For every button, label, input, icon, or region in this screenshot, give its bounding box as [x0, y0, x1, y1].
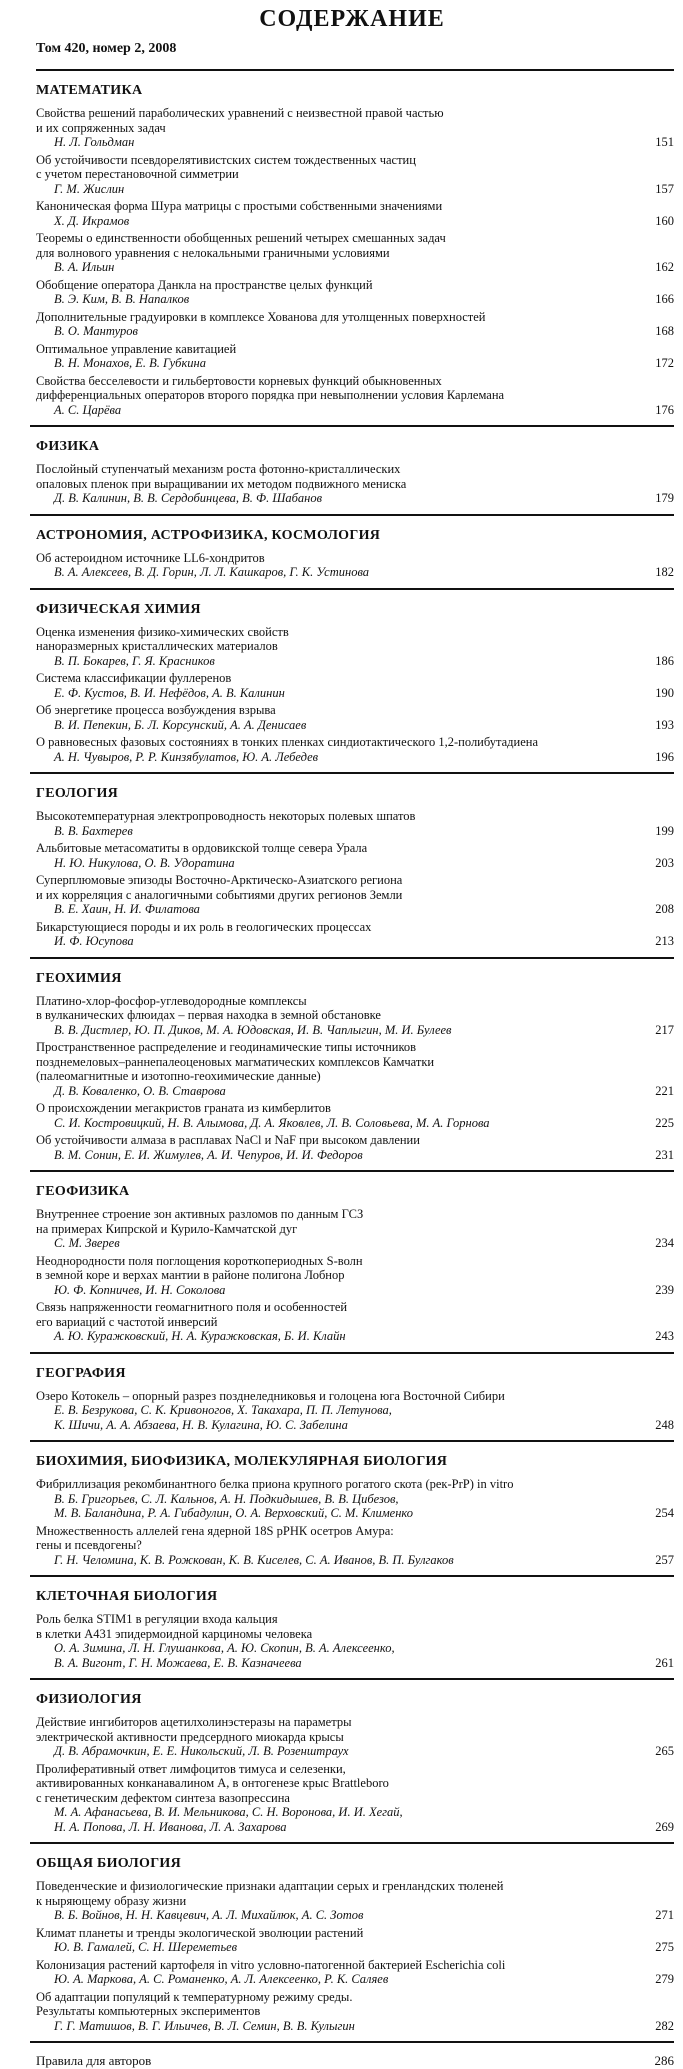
article-authors: Ю. А. Маркова, А. С. Романенко, А. Л. Алексеенко, Р. К. Саляев	[54, 1972, 389, 1986]
article-authors: В. М. Сонин, Е. И. Жимулев, А. И. Чепуров, И. И. Федоров	[54, 1147, 363, 1162]
article-authors: В. О. Мантуров	[54, 324, 138, 338]
article-title: Альбитовые метасоматиты в ордовикской толще севера Урала	[36, 841, 368, 855]
article-title: Суперплюмовые эпизоды Восточно-Арктическо-Азиатского региона и их корреляция с аналогичными событиями других регионов Земли	[36, 873, 403, 902]
article-title: Об устойчивости псевдорелятивистских систем тождественных частиц с учетом перестановочной симметрии	[36, 152, 416, 181]
page-number: 186	[655, 653, 674, 668]
article-authors: Г. Н. Челомина, К. В. Рожкован, К. В. Киселев, С. А. Иванов, В. П. Булгаков	[54, 1552, 454, 1567]
toc-entry[interactable]	[36, 106, 674, 150]
section-title: ГЕОГРАФИЯ	[36, 1365, 126, 1381]
section-title: ГЕОЛОГИЯ	[36, 786, 119, 801]
page-number: 172	[655, 356, 674, 370]
toc-entry[interactable]	[36, 1524, 674, 1568]
article-title: Свойства бесселевости и гильбертовости корневых функций обыкновенных дифференциальных операторов второго порядка при невыполнении условия Карлемана	[36, 373, 505, 402]
section-title: БИОХИМИЯ, БИОФИЗИКА, МОЛЕКУЛЯРНАЯ БИОЛОГИЯ	[36, 1454, 448, 1469]
article-authors: В. А. Ильин	[54, 260, 115, 274]
article-title: Платино-хлор-фосфор-углеводородные комплексы в вулканических флюидах – первая находка в земной обстановке	[36, 993, 381, 1022]
article-authors: Е. В. Безрукова, С. К. Кривоногов, Х. Такахара, П. П. Летунова, К. Шичи, А. А. Абзаева, Н. В. Кулагина, Ю. С. Забелина	[54, 1403, 392, 1432]
toc-entry[interactable]	[36, 1040, 674, 1098]
article-title: Климат планеты и тренды экологической эволюции растений	[36, 1925, 364, 1940]
article-authors: В. Б. Войнов, Н. Н. Кавцевич, А. Л. Михайлюк, А. С. Зотов	[54, 1908, 364, 1922]
toc-section	[30, 427, 674, 516]
toc-entry[interactable]	[36, 873, 674, 917]
page-number: 182	[655, 565, 674, 579]
article-authors: О. А. Зимина, Л. Н. Глушанкова, А. Ю. Скопин, В. А. Алексеенко, В. А. Вигонт, Г. Н. Можаева, Е. В. Казначеева	[54, 1641, 395, 1670]
article-authors: Д. В. Коваленко, О. В. Ставрова	[54, 1083, 226, 1098]
page-number: 239	[655, 1282, 674, 1297]
toc-section	[30, 774, 674, 959]
article-title: Пролиферативный ответ лимфоцитов тимуса и селезенки, активированных конканавалином А, в онтогенезе крыс Brattleboro с генетическим дефектом синтеза вазопрессина	[36, 1761, 389, 1805]
page-number: 275	[655, 1940, 674, 1954]
section-title: ГЕОФИЗИКА	[36, 1184, 130, 1199]
section-title: МАТЕМАТИКА	[36, 83, 143, 98]
page-number: 199	[655, 823, 674, 838]
article-title: Оценка изменения физико-химических свойств наноразмерных кристаллических материалов	[36, 624, 289, 653]
article-title: Высокотемпературная электропроводность некоторых полевых шпатов	[36, 809, 416, 823]
article-title: Действие ингибиторов ацетилхолинэстеразы на параметры электрической активности предсердного миокарда крысы	[36, 1715, 352, 1744]
article-authors: С. И. Костровицкий, Н. В. Алымова, Д. А. Яковлев, Л. В. Соловьева, М. А. Горнова	[54, 1115, 490, 1130]
toc-entry[interactable]	[36, 374, 674, 418]
toc-entry[interactable]	[36, 310, 674, 339]
article-title: Колонизация растений картофеля in vitro условно-патогенной бактерией Escherichia coli	[36, 1957, 506, 1972]
article-authors: М. А. Афанасьева, В. И. Мельникова, С. Н. Воронова, И. И. Хегай, Н. А. Попова, Л. Н. Иванова, Л. А. Захарова	[54, 1805, 403, 1834]
article-title: Множественность аллелей гена ядерной 18S рРНК осетров Амура: гены и псевдогены?	[36, 1523, 394, 1552]
toc-entry[interactable]	[36, 1300, 674, 1344]
toc-entry[interactable]	[36, 1762, 674, 1835]
page-number: 208	[655, 902, 674, 916]
footer-label: Правила для авторов	[36, 2053, 152, 2068]
article-title: Об энергетике процесса возбуждения взрыва	[36, 703, 276, 717]
toc-entry[interactable]	[36, 1101, 674, 1130]
article-authors: С. М. Зверев	[54, 1236, 120, 1250]
toc-section	[30, 1442, 674, 1577]
page-number: 162	[655, 260, 674, 274]
article-title: Система классификации фуллеренов	[36, 671, 232, 685]
article-authors: В. А. Алексеев, В. Д. Горин, Л. Л. Кашкаров, Г. К. Устинова	[54, 565, 370, 579]
article-title: Бикарстующиеся породы и их роль в геологических процессах	[36, 919, 372, 934]
footer-page-number: 286	[654, 2053, 674, 2068]
page-number: 168	[655, 324, 674, 338]
toc-section	[30, 959, 674, 1173]
section-title: КЛЕТОЧНАЯ БИОЛОГИЯ	[36, 1589, 218, 1604]
article-title: Обобщение оператора Данкла на пространстве целых функций	[36, 277, 373, 292]
article-authors: А. С. Царёва	[54, 402, 122, 417]
toc-section	[30, 590, 674, 775]
footer-entry[interactable]	[30, 2043, 674, 2069]
toc-entry[interactable]	[36, 841, 674, 870]
page-number: 225	[655, 1115, 674, 1130]
article-authors: В. П. Бокарев, Г. Я. Красников	[54, 653, 215, 668]
article-title: О равновесных фазовых состояниях в тонких пленках синдиотактического 1,2-полибутадиена	[36, 735, 539, 749]
toc-entry[interactable]	[36, 1926, 674, 1955]
article-authors: А. Н. Чувыров, Р. Р. Кинзябулатов, Ю. А. Лебедев	[54, 749, 319, 764]
page-number: 190	[655, 685, 674, 700]
section-title: ФИЗИКА	[36, 439, 100, 454]
page-number: 176	[655, 402, 674, 417]
page-number: 257	[655, 1552, 674, 1567]
toc-entry[interactable]	[36, 1958, 674, 1987]
toc-entry[interactable]	[36, 342, 674, 371]
article-title: Оптимальное управление кавитацией	[36, 341, 237, 356]
article-title: Поведенческие и физиологические признаки адаптации серых и гренландских тюленей к ныряющему образу жизни	[36, 1879, 504, 1908]
article-authors: В. В. Дистлер, Ю. П. Диков, М. А. Юдовская, И. В. Чаплыгин, М. И. Булеев	[54, 1022, 452, 1037]
article-authors: В. И. Пепекин, Б. Л. Корсунский, А. А. Денисаев	[54, 717, 307, 732]
page-number: 203	[655, 855, 674, 870]
page-number: 254	[655, 1506, 674, 1520]
page-number: 243	[655, 1329, 674, 1343]
toc-entry[interactable]	[36, 462, 674, 506]
toc-entry[interactable]	[36, 231, 674, 275]
toc-entry[interactable]	[36, 1612, 674, 1670]
toc-entry[interactable]	[36, 1990, 674, 2034]
toc-entry[interactable]	[36, 809, 674, 838]
section-title: ФИЗИОЛОГИЯ	[36, 1692, 142, 1707]
article-title: Послойный ступенчатый механизм роста фотонно-кристаллических опаловых пленок при выращивании их методом подвижного мениска	[36, 462, 407, 491]
page-number: 179	[655, 491, 674, 505]
article-authors: В. В. Бахтерев	[54, 823, 133, 838]
toc-entry[interactable]	[36, 735, 674, 764]
toc-entry[interactable]	[36, 199, 674, 228]
article-authors: В. Э. Ким, В. В. Напалков	[54, 292, 190, 306]
toc-section	[30, 1354, 674, 1443]
article-authors: В. Е. Хаин, Н. И. Филатова	[54, 902, 200, 916]
article-authors: В. Б. Григорьев, С. Л. Кальнов, А. Н. Подкидышев, В. В. Цибезов, М. В. Баландина, Р. А. Гибадулин, О. А. Верховский, С. М. Клименко	[54, 1491, 414, 1520]
article-authors: Ю. Ф. Копничев, И. Н. Соколова	[54, 1282, 226, 1297]
article-authors: И. Ф. Юсупова	[54, 934, 134, 948]
toc-entry[interactable]	[36, 1879, 674, 1923]
page-number: 160	[655, 213, 674, 228]
toc-entry[interactable]	[36, 1389, 674, 1433]
toc-section	[30, 71, 674, 427]
page-number: 196	[655, 749, 674, 764]
article-authors: Ю. В. Гамалей, С. Н. Шереметьев	[54, 1940, 238, 1954]
article-title: Об адаптации популяций к температурному режиму среды. Результаты компьютерных экспериментов	[36, 1989, 353, 2018]
page-number: 265	[655, 1744, 674, 1758]
article-authors: Д. В. Абрамочкин, Е. Е. Никольский, Л. В. Розенштраух	[54, 1744, 349, 1758]
article-authors: Е. Ф. Кустов, В. И. Нефёдов, А. В. Калинин	[54, 685, 285, 700]
toc-section	[30, 1680, 674, 1844]
toc-section	[30, 516, 674, 590]
toc-entry[interactable]	[36, 1477, 674, 1521]
article-authors: Д. В. Калинин, В. В. Сердобинцева, В. Ф. Шабанов	[54, 491, 323, 505]
article-title: Озеро Котокель – опорный разрез позднеледниковья и голоцена юга Восточной Сибири	[36, 1388, 505, 1403]
article-title: Фибриллизация рекомбинантного белка приона крупного рогатого скота (рек-PrP) in vitro	[36, 1477, 514, 1491]
article-authors: Г. М. Жислин	[54, 181, 125, 196]
page-number: 193	[655, 717, 674, 732]
toc-entry[interactable]	[36, 1715, 674, 1759]
article-authors: Х. Д. Икрамов	[54, 213, 130, 228]
article-title: Связь напряженности геомагнитного поля и особенностей его вариаций с частотой инверсий	[36, 1300, 348, 1329]
toc-sections	[30, 71, 674, 2043]
toc-entry[interactable]	[36, 551, 674, 580]
page-number: 271	[655, 1908, 674, 1922]
document-title: СОДЕРЖАНИЕ	[259, 6, 445, 32]
page-number: 282	[655, 2018, 674, 2033]
article-authors: Н. Ю. Никулова, О. В. Удоратина	[54, 855, 235, 870]
issue-info: Том 420, номер 2, 2008	[36, 41, 674, 71]
page-number: 248	[655, 1417, 674, 1432]
section-title: ФИЗИЧЕСКАЯ ХИМИЯ	[36, 601, 201, 617]
section-title: ОБЩАЯ БИОЛОГИЯ	[36, 1856, 182, 1871]
toc-entry[interactable]	[36, 153, 674, 197]
page-number: 221	[655, 1083, 674, 1098]
article-title: Дополнительные градуировки в комплексе Хованова для утолщенных поверхностей	[36, 309, 486, 324]
article-title: О происхождении мегакристов граната из кимберлитов	[36, 1101, 331, 1115]
toc-entry[interactable]	[36, 703, 674, 732]
toc-section	[30, 1577, 674, 1680]
toc-entry[interactable]	[36, 671, 674, 700]
page-number: 279	[655, 1972, 674, 1986]
toc-entry[interactable]	[36, 1254, 674, 1298]
article-title: Внутреннее строение зон активных разломов по данным ГСЗ на примерах Кипрской и Курило-Камчатской дуг	[36, 1207, 364, 1236]
page-number: 231	[655, 1147, 674, 1162]
page-number: 261	[655, 1655, 674, 1670]
article-title: Об устойчивости алмаза в расплавах NaCl и NaF при высоком давлении	[36, 1133, 420, 1147]
toc-entry[interactable]	[36, 1207, 674, 1251]
toc-entry[interactable]	[36, 1133, 674, 1162]
page-number: 166	[655, 292, 674, 306]
article-title: Неоднородности поля поглощения короткопериодных S-волн в земной коре и верхах мантии в районе полигона Лобнор	[36, 1253, 363, 1282]
page-number: 234	[655, 1236, 674, 1250]
article-authors: А. Ю. Куражковский, Н. А. Куражковская, Б. И. Клайн	[54, 1329, 346, 1343]
page-number: 269	[655, 1819, 674, 1834]
article-title: Каноническая форма Шура матрицы с простыми собственными значениями	[36, 199, 443, 213]
article-title: Свойства решений параболических уравнений с неизвестной правой частью и их сопряженных задач	[36, 106, 444, 135]
toc-section	[30, 1172, 674, 1354]
page-number: 151	[655, 135, 674, 149]
article-title: Пространственное распределение и геодинамические типы источников позднемеловых–раннепалеоценовых магматических комплексов Камчатки (палеомагнитные и изотопно-геохимические данные)	[36, 1040, 435, 1083]
toc-section	[30, 1844, 674, 2043]
article-title: Роль белка STIM1 в регуляции входа кальция в клетки А431 эпидермоидной карциномы человека	[36, 1612, 313, 1641]
page-number: 217	[655, 1022, 674, 1037]
toc-entry[interactable]	[36, 278, 674, 307]
page-number: 157	[655, 181, 674, 196]
section-title: АСТРОНОМИЯ, АСТРОФИЗИКА, КОСМОЛОГИЯ	[36, 527, 381, 543]
page-number: 213	[655, 934, 674, 948]
article-title: Теоремы о единственности обобщенных решений четырех смешанных задач для волнового уравнения с нелокальными граничными условиями	[36, 231, 446, 260]
section-title: ГЕОХИМИЯ	[36, 970, 122, 986]
article-authors: Г. Г. Матишов, В. Г. Ильичев, В. Л. Семин, В. В. Кулыгин	[54, 2018, 355, 2033]
toc-entry[interactable]	[36, 625, 674, 669]
article-authors: В. Н. Монахов, Е. В. Губкина	[54, 356, 206, 370]
article-title: Об астероидном источнике LL6-хондритов	[36, 550, 265, 565]
article-authors: Н. Л. Гольдман	[54, 135, 135, 149]
toc-entry[interactable]	[36, 920, 674, 949]
toc-entry[interactable]	[36, 994, 674, 1038]
